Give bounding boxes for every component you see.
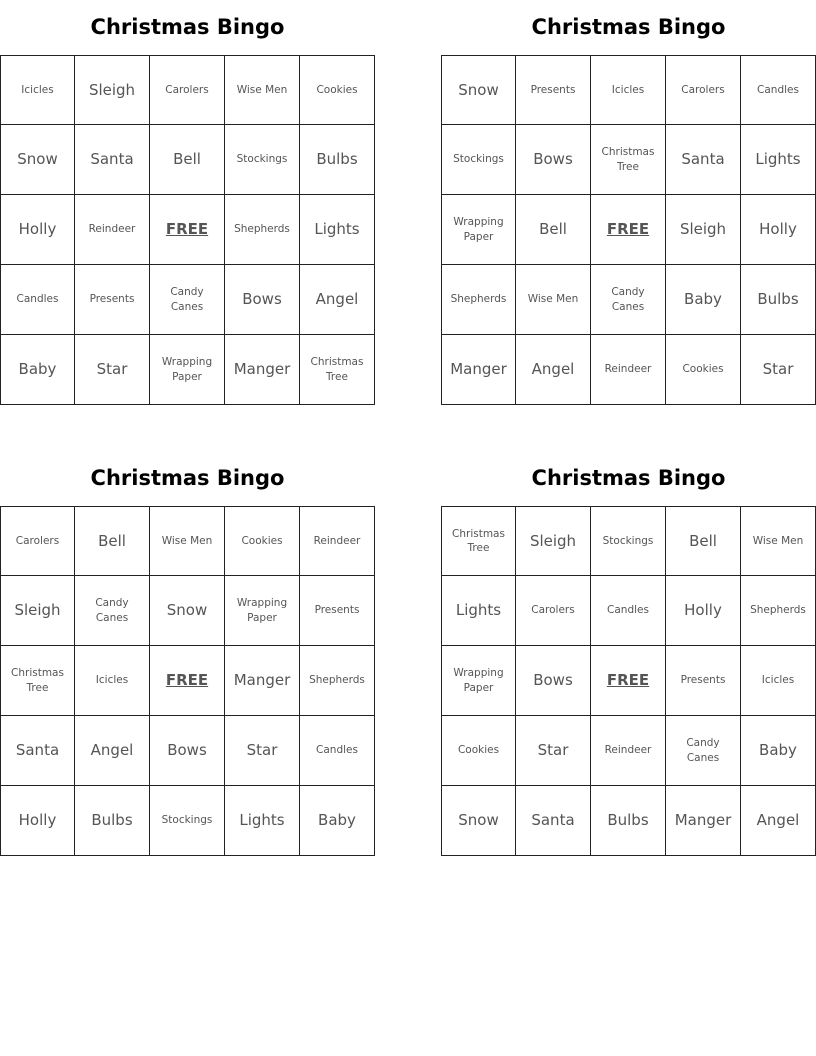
bingo-card-1 — [0, 0, 375, 405]
bingo-cell: Christmas Tree — [591, 125, 666, 195]
bingo-cell: Stockings — [441, 125, 516, 195]
bingo-cell: Presents — [75, 265, 150, 335]
bingo-cell: Baby — [741, 716, 816, 786]
bingo-cell: Candy Canes — [666, 716, 741, 786]
bingo-cell: Sleigh — [666, 195, 741, 265]
bingo-cell: Presents — [666, 646, 741, 716]
bingo-cell: Carolers — [150, 55, 225, 125]
bingo-cell: Baby — [666, 265, 741, 335]
bingo-cell: Candles — [0, 265, 75, 335]
bingo-cell: Stockings — [225, 125, 300, 195]
bingo-cell: Holly — [0, 786, 75, 856]
bingo-cell: Candy Canes — [591, 265, 666, 335]
bingo-cell: Presents — [300, 576, 375, 646]
bingo-cell: Wrapping Paper — [225, 576, 300, 646]
bingo-cell: Shepherds — [300, 646, 375, 716]
bingo-cell: Angel — [300, 265, 375, 335]
free-space-cell: FREE — [150, 195, 225, 265]
bingo-cell: Bows — [516, 646, 591, 716]
bingo-cell: Christmas Tree — [300, 335, 375, 405]
bingo-cell: Presents — [516, 55, 591, 125]
bingo-cell: Lights — [300, 195, 375, 265]
bingo-grid — [441, 55, 816, 405]
bingo-card-2 — [441, 0, 816, 405]
card-title: Christmas Bingo — [531, 466, 726, 490]
bingo-cell: Wrapping Paper — [441, 195, 516, 265]
bingo-cell: Carolers — [0, 506, 75, 576]
bingo-card-4 — [441, 451, 816, 856]
bingo-cell: Snow — [441, 55, 516, 125]
free-space-cell: FREE — [591, 646, 666, 716]
bingo-cell: Shepherds — [741, 576, 816, 646]
bingo-cell: Reindeer — [591, 335, 666, 405]
bingo-cell: Snow — [441, 786, 516, 856]
bingo-cell: Cookies — [300, 55, 375, 125]
bingo-cell: Star — [516, 716, 591, 786]
bingo-cell: Sleigh — [75, 55, 150, 125]
bingo-cell: Icicles — [75, 646, 150, 716]
bingo-cell: Stockings — [591, 506, 666, 576]
bingo-cell: Bulbs — [741, 265, 816, 335]
bingo-cell: Carolers — [516, 576, 591, 646]
bingo-cell: Reindeer — [591, 716, 666, 786]
bingo-cell: Star — [75, 335, 150, 405]
bingo-cell: Carolers — [666, 55, 741, 125]
bingo-cell: Cookies — [225, 506, 300, 576]
bingo-cell: Manger — [225, 646, 300, 716]
card-title: Christmas Bingo — [531, 15, 726, 39]
bingo-cell: Lights — [441, 576, 516, 646]
bingo-cell: Wise Men — [150, 506, 225, 576]
bingo-cell: Christmas Tree — [441, 506, 516, 576]
bingo-cell: Icicles — [741, 646, 816, 716]
bingo-cell: Wise Men — [741, 506, 816, 576]
bingo-cell: Bulbs — [75, 786, 150, 856]
bingo-grid — [0, 55, 375, 405]
bingo-cell: Shepherds — [225, 195, 300, 265]
bingo-cell: Manger — [441, 335, 516, 405]
bingo-cell: Lights — [225, 786, 300, 856]
bingo-cell: Bell — [75, 506, 150, 576]
bingo-cell: Icicles — [591, 55, 666, 125]
bingo-grid — [441, 506, 816, 856]
bingo-cell: Santa — [516, 786, 591, 856]
bingo-cell: Stockings — [150, 786, 225, 856]
card-title: Christmas Bingo — [90, 15, 285, 39]
bingo-cell: Candles — [591, 576, 666, 646]
free-space-cell: FREE — [150, 646, 225, 716]
bingo-cell: Cookies — [666, 335, 741, 405]
bingo-cell: Wrapping Paper — [150, 335, 225, 405]
bingo-cell: Snow — [0, 125, 75, 195]
bingo-cell: Holly — [666, 576, 741, 646]
bingo-cell: Santa — [0, 716, 75, 786]
bingo-cell: Bows — [225, 265, 300, 335]
bingo-cell: Bulbs — [591, 786, 666, 856]
bingo-cell: Bulbs — [300, 125, 375, 195]
bingo-cell: Angel — [741, 786, 816, 856]
bingo-cell: Holly — [0, 195, 75, 265]
bingo-cell: Santa — [75, 125, 150, 195]
card-title: Christmas Bingo — [90, 466, 285, 490]
bingo-cell: Star — [225, 716, 300, 786]
bingo-cell: Candy Canes — [150, 265, 225, 335]
bingo-cell: Reindeer — [300, 506, 375, 576]
bingo-cell: Wrapping Paper — [441, 646, 516, 716]
bingo-cell: Bows — [516, 125, 591, 195]
bingo-cell: Shepherds — [441, 265, 516, 335]
bingo-cell: Angel — [75, 716, 150, 786]
free-space-cell: FREE — [591, 195, 666, 265]
bingo-cell: Star — [741, 335, 816, 405]
bingo-cell: Candy Canes — [75, 576, 150, 646]
bingo-cell: Baby — [300, 786, 375, 856]
bingo-cell: Cookies — [441, 716, 516, 786]
bingo-cell: Bell — [516, 195, 591, 265]
bingo-card-3 — [0, 451, 375, 856]
bingo-cell: Icicles — [0, 55, 75, 125]
bingo-cell: Manger — [225, 335, 300, 405]
bingo-cell: Bows — [150, 716, 225, 786]
bingo-cell: Holly — [741, 195, 816, 265]
bingo-cell: Sleigh — [516, 506, 591, 576]
bingo-cell: Manger — [666, 786, 741, 856]
bingo-cell: Santa — [666, 125, 741, 195]
bingo-cell: Baby — [0, 335, 75, 405]
bingo-cell: Bell — [150, 125, 225, 195]
bingo-cell: Christmas Tree — [0, 646, 75, 716]
bingo-cell: Bell — [666, 506, 741, 576]
bingo-grid — [0, 506, 375, 856]
bingo-cell: Sleigh — [0, 576, 75, 646]
bingo-cell: Candles — [741, 55, 816, 125]
bingo-cell: Reindeer — [75, 195, 150, 265]
bingo-cell: Angel — [516, 335, 591, 405]
bingo-cell: Wise Men — [516, 265, 591, 335]
bingo-cell: Candles — [300, 716, 375, 786]
bingo-cell: Wise Men — [225, 55, 300, 125]
bingo-cell: Snow — [150, 576, 225, 646]
bingo-cell: Lights — [741, 125, 816, 195]
